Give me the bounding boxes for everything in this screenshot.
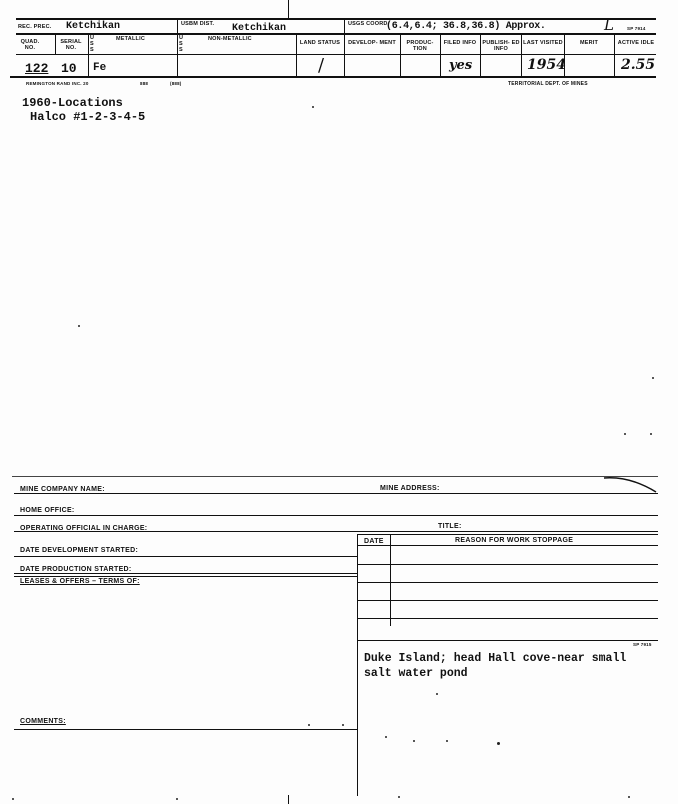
usbm-dist-label: USBM DIST.	[181, 21, 215, 27]
sep-7	[440, 34, 441, 77]
top-tick	[288, 0, 289, 19]
sep-3	[177, 18, 178, 77]
prod-started-rule-2	[14, 576, 357, 577]
sep-2	[88, 34, 89, 77]
speck	[650, 433, 652, 435]
sep-11	[614, 34, 615, 77]
date-development-started-label: DATE DEVELOPMENT STARTED:	[20, 547, 139, 554]
col-metallic: METALLIC	[116, 36, 145, 42]
title-label: TITLE:	[438, 523, 462, 530]
col-last-visited: LAST VISITED	[523, 40, 563, 46]
col-uss-nonmetallic: U S S	[179, 35, 184, 53]
location-box-top-rule	[357, 640, 658, 641]
col-filed-info: FILED INFO	[443, 40, 477, 46]
col-merit: MERIT	[579, 40, 599, 46]
stoppage-reason-header: REASON FOR WORK STOPPAGE	[455, 537, 574, 544]
operating-official-label: OPERATING OFFICIAL IN CHARGE:	[20, 525, 148, 532]
speck	[308, 724, 310, 726]
speck	[497, 742, 500, 745]
bottom-tick	[288, 795, 289, 804]
mine-address-label: MINE ADDRESS:	[380, 485, 440, 492]
speck	[413, 740, 415, 742]
sep-9	[521, 34, 522, 77]
row-serial: 10	[61, 61, 77, 76]
location-note-line-1: Duke Island; head Hall cove-near small	[364, 652, 627, 665]
speck	[436, 693, 438, 695]
stoppage-row-rule-1	[357, 564, 658, 565]
rec-prec-label: REC. PREC.	[18, 24, 52, 30]
mine-company-rule	[14, 493, 658, 494]
dev-started-rule	[14, 556, 357, 557]
col-active-idle: ACTIVE IDLE	[617, 40, 655, 46]
stoppage-row-rule-3	[357, 600, 658, 601]
header-bottom-rule	[10, 76, 656, 78]
speck	[78, 325, 80, 327]
mine-company-name-label: MINE COMPANY NAME:	[20, 486, 105, 493]
notes-line-2: Halco #1-2-3-4-5	[30, 110, 146, 124]
speck	[342, 724, 344, 726]
col-serial-no: SERIAL NO.	[60, 39, 82, 51]
department-text: TERRITORIAL DEPT. OF MINES	[508, 81, 588, 87]
speck	[624, 433, 626, 435]
row-last-visited: 1954	[527, 57, 566, 73]
speck	[312, 106, 314, 108]
usbm-dist-value: Ketchikan	[232, 23, 287, 34]
col-production: PRODUC- TION	[406, 40, 434, 52]
speck	[12, 798, 14, 800]
row-land-status: /	[318, 55, 325, 76]
usgs-coord-label: USGS COORD.	[348, 21, 390, 27]
sep-4	[296, 34, 297, 77]
comments-label: COMMENTS:	[20, 718, 66, 725]
col-uss-metallic: U S S	[90, 35, 95, 53]
header-sub-rule	[16, 54, 656, 55]
form-number-bottom: SP 7915	[633, 642, 652, 647]
col-land-status: LAND STATUS	[299, 40, 341, 46]
speck	[385, 736, 387, 738]
official-rule-2	[357, 534, 658, 535]
row-metallic: Fe	[93, 62, 107, 74]
usgs-coord-extra: L	[604, 16, 614, 34]
prod-started-rule	[14, 573, 357, 574]
printer-text: REMINGTON RAND INC. 20	[26, 81, 89, 86]
col-published-info: PUBLISH- ED INFO	[482, 40, 520, 52]
leases-offers-label: LEASES & OFFERS – TERMS OF:	[20, 578, 140, 585]
speck	[446, 740, 448, 742]
printer-code-1: 888	[140, 81, 149, 86]
sep-6	[400, 34, 401, 77]
col-development: DEVELOP- MENT	[348, 40, 396, 46]
header-top-rule	[16, 18, 656, 20]
row-quad: 122	[25, 61, 49, 76]
form-number-top: SP 7914	[627, 26, 646, 31]
stoppage-row-rule-2	[357, 582, 658, 583]
sep-8	[480, 34, 481, 77]
stoppage-left-border	[357, 534, 358, 626]
comments-rule	[14, 729, 357, 730]
usgs-coord-value: (6.4,6.4; 36.8,36.8) Approx.	[386, 21, 546, 32]
speck	[176, 798, 178, 800]
home-office-rule	[14, 515, 658, 516]
printer-code-2: (888)	[170, 81, 182, 86]
rec-prec-value: Ketchikan	[66, 21, 121, 32]
speck	[652, 377, 654, 379]
col-non-metallic: NON-METALLIC	[208, 36, 252, 42]
stoppage-header-rule	[357, 545, 658, 546]
speck	[398, 796, 400, 798]
col-quad-no: QUAD. NO.	[20, 39, 40, 51]
row-merit: 2.55	[621, 57, 656, 73]
home-office-label: HOME OFFICE:	[20, 507, 75, 514]
location-box-left	[357, 626, 358, 796]
sep-5	[344, 18, 345, 77]
date-production-started-label: DATE PRODUCTION STARTED:	[20, 566, 132, 573]
speck	[628, 796, 630, 798]
stoppage-date-header: DATE	[364, 538, 384, 545]
location-note-line-2: salt water pond	[364, 667, 468, 680]
stoppage-row-rule-4	[357, 618, 658, 619]
notes-line-1: 1960-Locations	[22, 96, 123, 110]
header-mid-rule	[16, 33, 656, 35]
row-filed-info: yes	[449, 58, 473, 73]
lower-top-rule	[12, 476, 658, 477]
scan-curve	[600, 466, 660, 496]
stoppage-date-divider	[390, 534, 391, 626]
